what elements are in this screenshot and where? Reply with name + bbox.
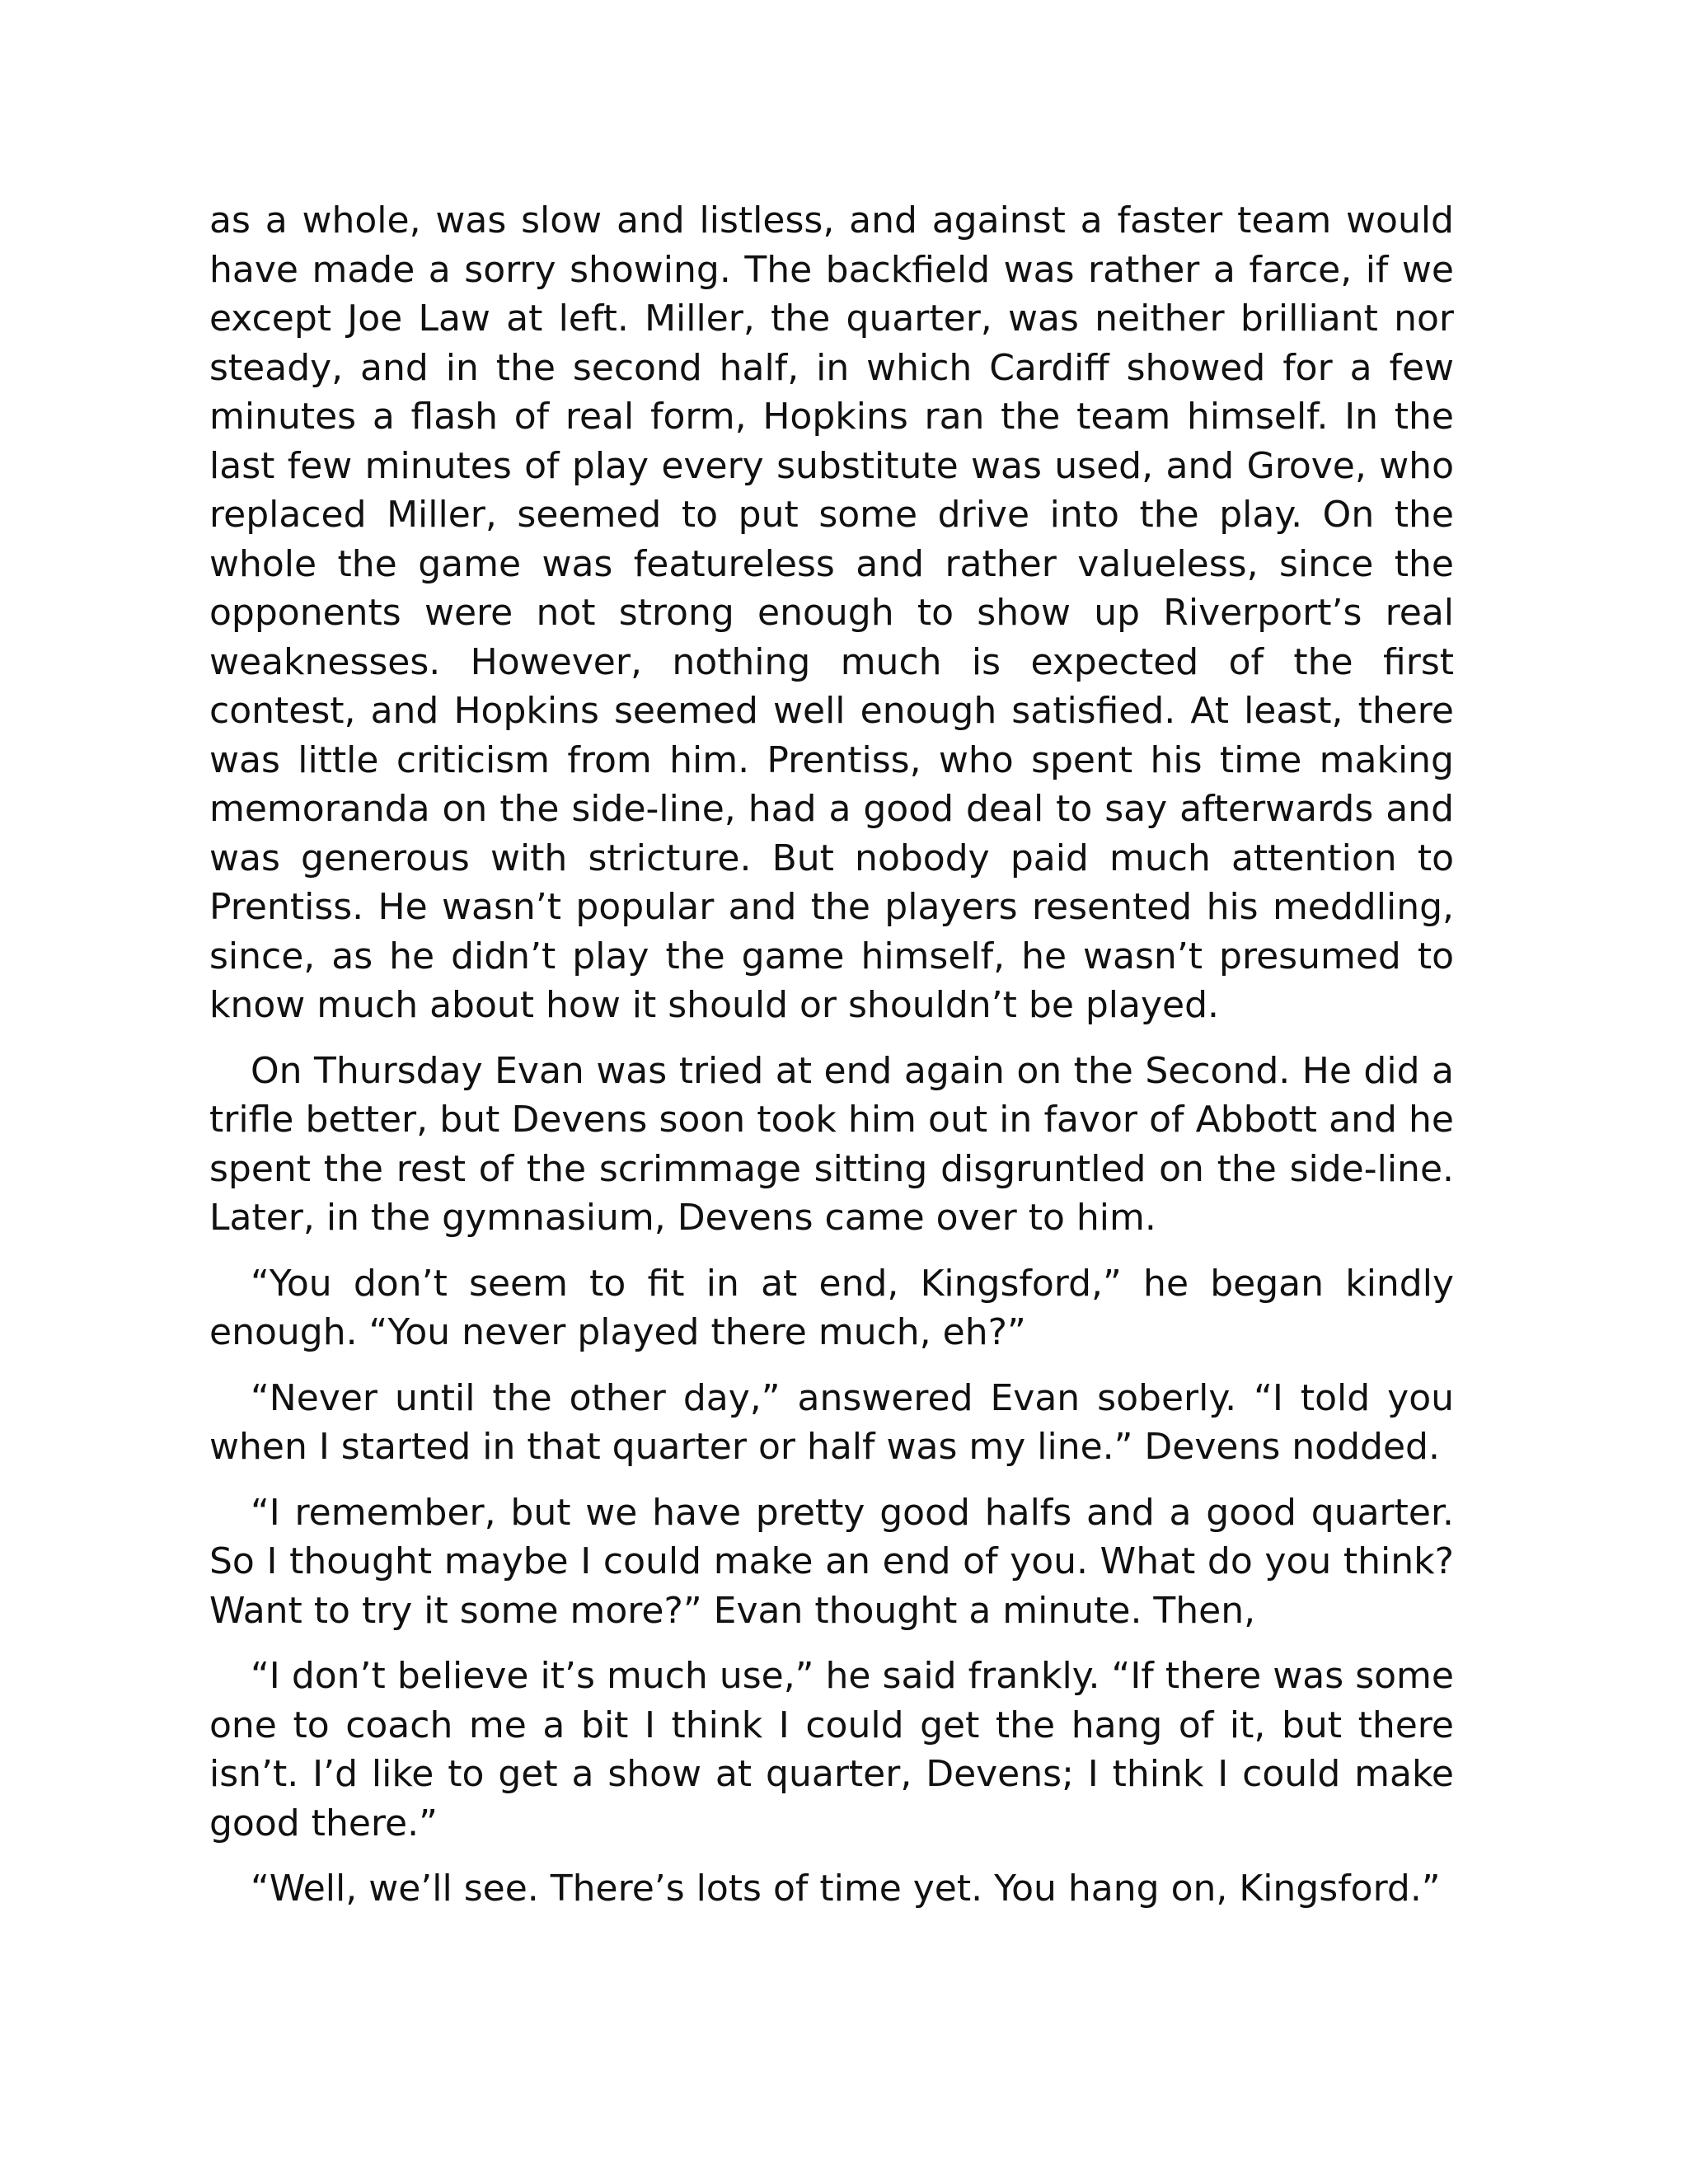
paragraph-3: “You don’t seem to fit in at end, Kingsford,” he began kindly enough. “You never played there much, eh?” [209, 1262, 1454, 1353]
paragraph-6: “I don’t believe it’s much use,” he said frankly. “If there was some one to coach me a bit I think I could get the hang of it, but there isn’t. I’d like to get a show at quarter, Devens; I think I could make good there.” [209, 1655, 1454, 1844]
paragraph-2: On Thursday Evan was tried at end again on the Second. He did a trifle better, but Devens soon took him out in favor of Abbott and he spent the rest of the scrimmage sitting disgruntled on the side-line. Later, in the gymnasium, Devens came over to him. [209, 1049, 1454, 1239]
paragraph-1: as a whole, was slow and listless, and against a faster team would have made a sorry showing. The backfield was rather a farce, if we except Joe Law at left. Miller, the quarter, was neither brilliant nor steady, and in the second half, in which Cardiff showed for a few minutes a flash of real form, Hopkins ran the team himself. In the last few minutes of play every substitute was used, and Grove, who replaced Miller, seemed to put some drive into the play. On the whole the game was featureless and rather valueless, since the opponents were not strong enough to show up Riverport’s real weaknesses. However, nothing much is expected of the first contest, and Hopkins seemed well enough satisfied. At least, there was little criticism from him. Prentiss, who spent his time making memoranda on the side-line, had a good deal to say afterwards and was generous with stricture. But nobody paid much attention to Prentiss. He wasn’t popular and the players resented his meddling, since, as he didn’t play the game himself, he wasn’t presumed to know much about how it should or shouldn’t be played. [209, 199, 1454, 1026]
paragraph-4: “Never until the other day,” answered Evan soberly. “I told you when I started in that quarter or half was my line.” Devens nodded. [209, 1376, 1454, 1468]
paragraph-5: “I remember, but we have pretty good halfs and a good quarter. So I thought maybe I could make an end of you. What do you think? Want to try it some more?” Evan thought a minute. Then, [209, 1491, 1454, 1632]
page-body [209, 196, 1454, 1930]
paragraph-7: “Well, we’ll see. There’s lots of time yet. You hang on, Kingsford.” [251, 1868, 1441, 1910]
